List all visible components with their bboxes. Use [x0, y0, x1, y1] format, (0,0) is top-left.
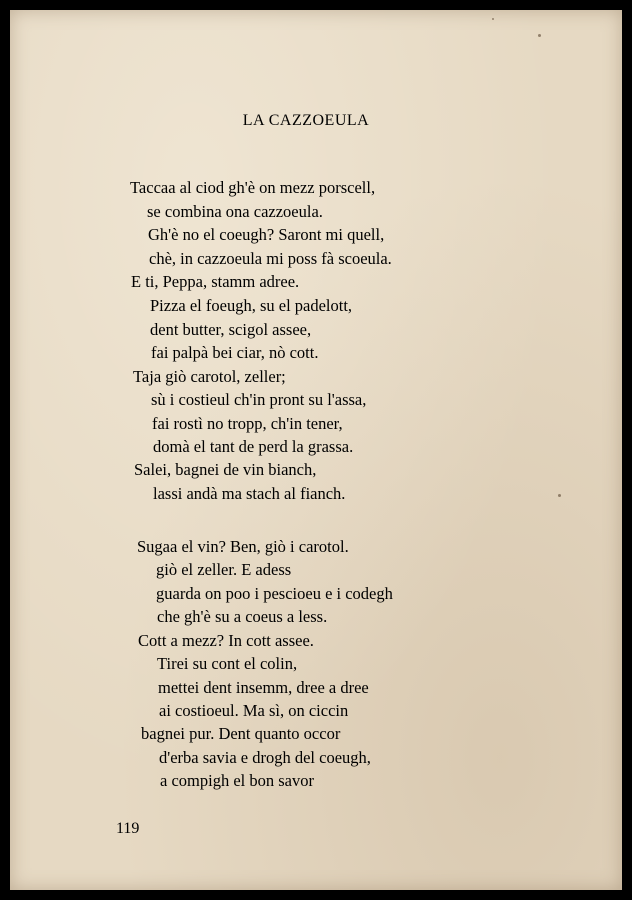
poem-line: E ti, Peppa, stamm adree. — [131, 272, 300, 291]
page-number: 119 — [116, 820, 140, 837]
poem-line: d'erba savia e drogh del coeugh, — [159, 748, 371, 767]
poem-line: lassi andà ma stach al fianch. — [153, 484, 346, 503]
poem-line: domà el tant de perd la grassa. — [153, 437, 354, 456]
poem-line: Taccaa al ciod gh'è on mezz porscell, — [130, 178, 376, 197]
poem-line: Sugaa el vin? Ben, giò i carotol. — [137, 537, 349, 556]
poem-line: Tirei su cont el colin, — [157, 654, 298, 673]
poem-line: ai costioeul. Ma sì, on ciccin — [159, 701, 349, 720]
poem-line: giò el zeller. E adess — [156, 560, 292, 579]
poem-line: bagnei pur. Dent quanto occor — [141, 724, 341, 743]
poem-line: fai palpà bei ciar, nò cott. — [151, 343, 319, 362]
poem-line: Cott a mezz? In cott assee. — [138, 631, 314, 650]
poem-line: Gh'è no el coeugh? Saront mi quell, — [148, 225, 385, 244]
poem-line: mettei dent insemm, dree a dree — [158, 678, 369, 697]
paper-speck — [492, 18, 494, 20]
paper-speck — [558, 494, 561, 497]
poem-line: guarda on poo i pescioeu e i codegh — [156, 584, 393, 603]
poem-line: se combina ona cazzoeula. — [147, 202, 323, 221]
paper-speck — [538, 34, 541, 37]
poem-line: Taja giò carotol, zeller; — [133, 367, 286, 386]
poem-line: fai rostì no tropp, ch'in tener, — [152, 414, 343, 433]
poem-line: Salei, bagnei de vin bianch, — [134, 460, 317, 479]
poem-line: dent butter, scigol assee, — [150, 320, 312, 339]
poem-line: Pizza el foeugh, su el padelott, — [150, 296, 353, 315]
poem-line: sù i costieul ch'in pront su l'assa, — [151, 390, 367, 409]
poem-line: che gh'è su a coeus a less. — [157, 607, 328, 626]
poem-line: chè, in cazzoeula mi poss fà scoeula. — [149, 249, 392, 268]
poem-title: LA CAZZOEULA — [242, 112, 370, 129]
poem-line: a compigh el bon savor — [160, 771, 314, 790]
